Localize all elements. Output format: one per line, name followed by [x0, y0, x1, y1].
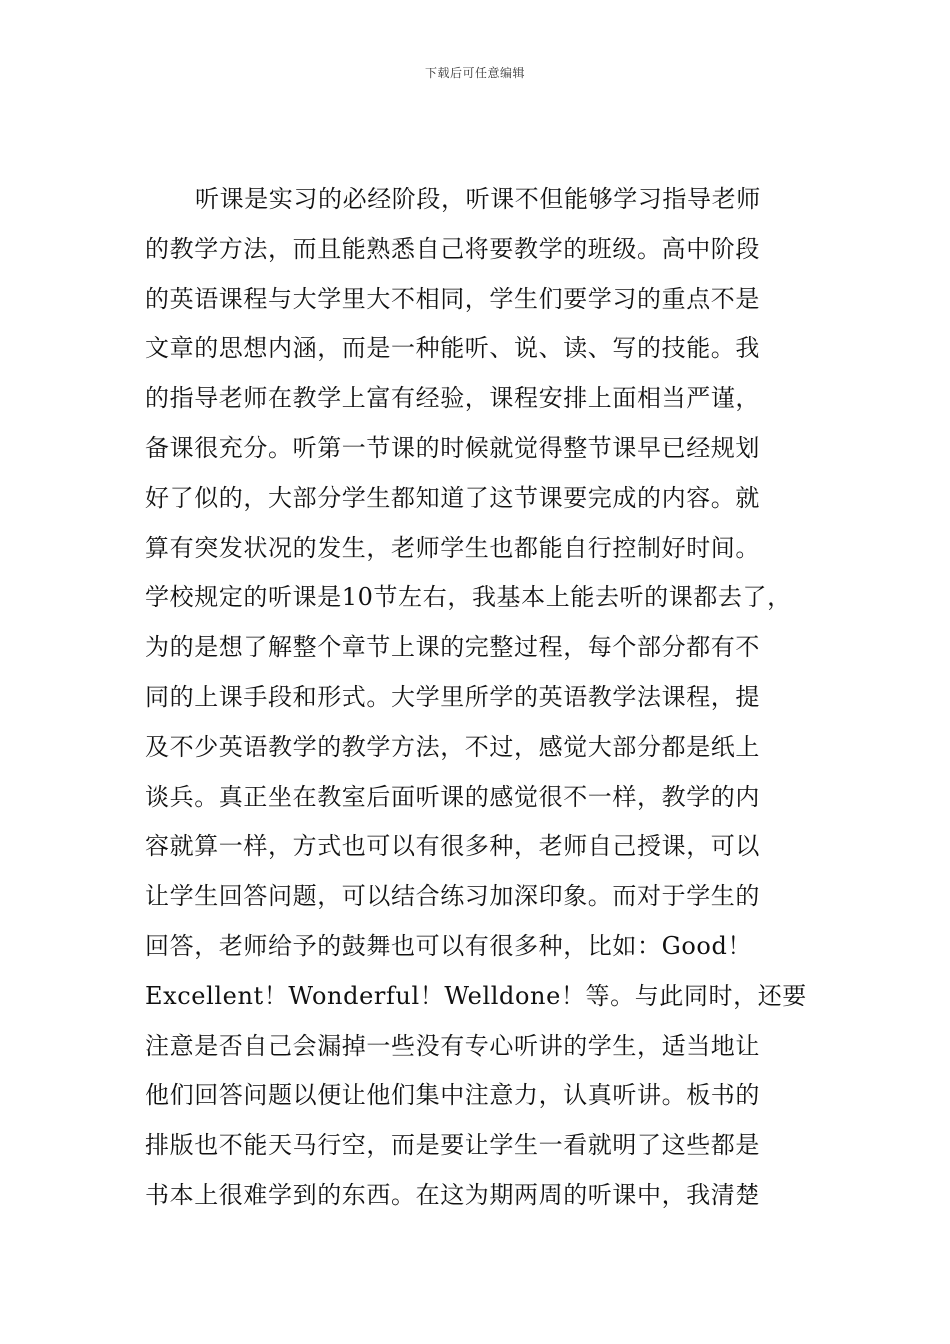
- document-body: [145, 175, 815, 1221]
- text-line: 文章的思想内涵，而是一种能听、说、读、写的技能。我: [145, 334, 760, 363]
- page-header-note: 下载后可任意编辑: [424, 66, 525, 80]
- text-line: 的英语课程与大学里大不相同，学生们要学习的重点不是: [145, 284, 760, 313]
- text-line: 算有突发状况的发生，老师学生也都能自行控制好时间。: [145, 533, 760, 562]
- text-line: 及不少英语教学的教学方法，不过，感觉大部分都是纸上: [145, 732, 760, 761]
- text-line: 为的是想了解整个章节上课的完整过程，每个部分都有不: [145, 633, 760, 662]
- text-line: 注意是否自己会漏掉一些没有专心听讲的学生，适当地让: [145, 1031, 760, 1060]
- text-line: 听课是实习的必经阶段，听课不但能够学习指导老师: [195, 185, 761, 213]
- text-line: Excellent！Wonderful！Welldone！等。与此同时，还要: [145, 981, 807, 1010]
- text-line: 谈兵。真正坐在教室后面听课的感觉很不一样，教学的内: [145, 782, 760, 811]
- text-line: 备课很充分。听第一节课的时候就觉得整节课早已经规划: [145, 433, 760, 462]
- text-line: 好了似的，大部分学生都知道了这节课要完成的内容。就: [145, 483, 760, 512]
- text-line: 容就算一样，方式也可以有很多种，老师自己授课，可以: [145, 832, 760, 861]
- text-line: 回答，老师给予的鼓舞也可以有很多种，比如：Good！: [145, 931, 753, 960]
- text-line: 让学生回答问题，可以结合练习加深印象。而对于学生的: [145, 882, 760, 911]
- text-line: 他们回答问题以便让他们集中注意力，认真听讲。板书的: [145, 1081, 760, 1110]
- text-line: 的教学方法，而且能熟悉自己将要教学的班级。高中阶段: [145, 234, 760, 263]
- text-line: 的指导老师在教学上富有经验，课程安排上面相当严谨，: [145, 384, 760, 413]
- text-line: 书本上很难学到的东西。在这为期两周的听课中，我清楚: [145, 1180, 760, 1209]
- text-line: 学校规定的听课是10节左右，我基本上能去听的课都去了，: [145, 583, 792, 612]
- text-line: 同的上课手段和形式。大学里所学的英语教学法课程，提: [145, 682, 760, 711]
- text-line: 排版也不能天马行空，而是要让学生一看就明了这些都是: [145, 1131, 760, 1160]
